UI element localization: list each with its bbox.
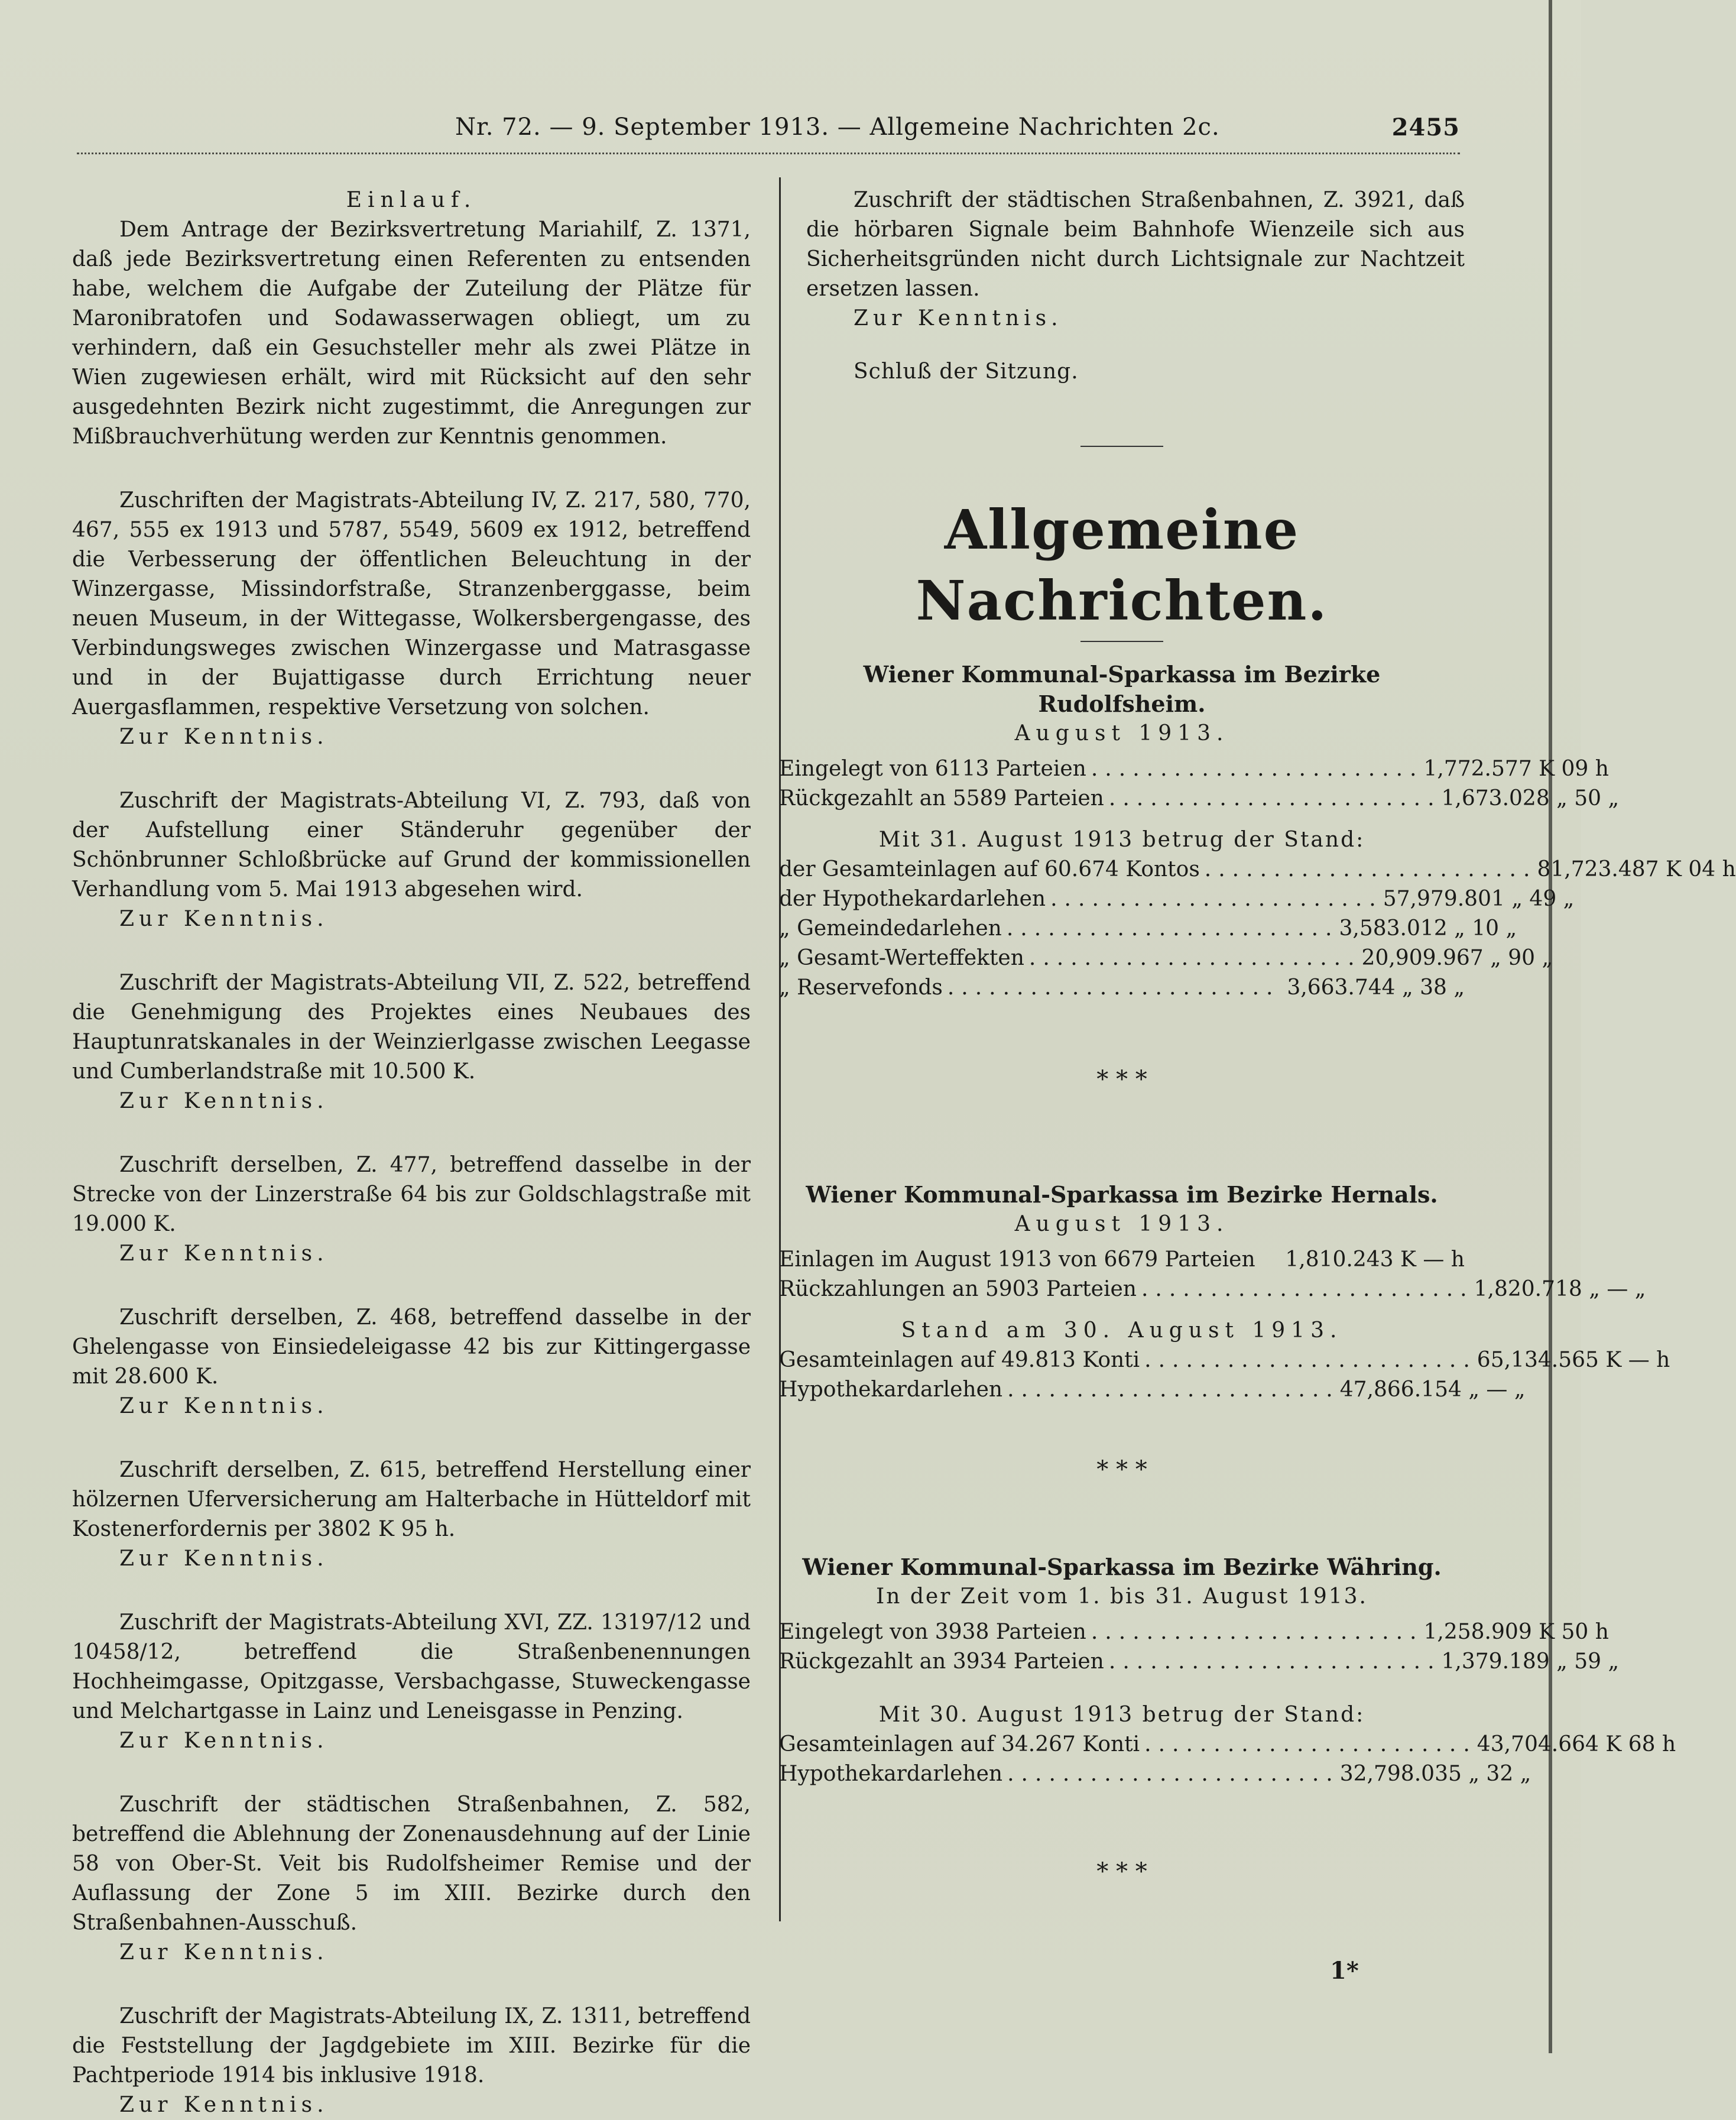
spacer <box>779 1612 1465 1617</box>
hernals-row-einlagen: Einlagen im August 1913 von 6679 Parteien 1,810.243 K — h <box>779 1247 1465 1272</box>
spacer <box>779 1789 1465 1860</box>
rudolfsheim-row-eingelegt: Eingelegt von 6113 Parteien ........................ 1,772.577 K 09 h <box>779 757 1609 781</box>
paragraph-staenderuhr: Zuschrift der Magistrats-Abteilung VI, Z. 793, daß von der Aufstellung einer Ständeruhr gegenüber der Schönbrunner Schloßbrücke auf Grund der kommissionellen Verhandlung vom 5. Mai 1913 abgesehen wird. <box>72 789 751 902</box>
header-rule <box>77 153 1460 159</box>
kenntnis-label: Zur Kenntnis. <box>119 1729 329 1753</box>
rudolfsheim-stand: Mit 31. August 1913 betrug der Stand: <box>878 828 1365 852</box>
waehring-period: In der Zeit vom 1. bis 31. August 1913. <box>875 1584 1368 1609</box>
hernals-row-hypothekar: Hypothekardarlehen ........................ 47,866.154 „ — „ <box>779 1377 1526 1402</box>
right-column <box>779 186 1736 1885</box>
kenntnis-label: Zur Kenntnis. <box>119 1940 329 1965</box>
kenntnis-label: Zur Kenntnis. <box>119 907 329 931</box>
paragraph-beleuchtung: Zuschriften der Magistrats-Abteilung IV, Z. 217, 580, 770, 467, 555 ex 1913 und 5787, 5549, 5609 ex 1912, betreffend die Verbesserung der öffentlichen Beleuchtung in der Winzergasse, Missindorfstraße, Stranzenberggasse, beim neuen Museum, in der Wittegasse, Wolkersbergengasse, des Verbindungsweges zwischen Winzergasse und Matrasgasse und in der Bujattigasse durch Errichtung neuer Auergasflammen, respektive Versetzung von solchen. <box>72 488 751 719</box>
spacer <box>72 752 751 786</box>
rudolfsheim-month: August 1913. <box>1014 721 1229 745</box>
spacer <box>779 387 1465 446</box>
issue-line: Nr. 72. — 9. September 1913. — Allgemeine Nachrichten 2c. <box>455 114 1220 141</box>
hernals-heading: Wiener Kommunal-Sparkassa im Bezirke Hernals. <box>806 1181 1438 1208</box>
kenntnis-label: Zur Kenntnis. <box>119 1089 329 1113</box>
waehring-row-hypothekar: Hypothekardarlehen ........................ 32,798.035 „ 32 „ <box>779 1762 1531 1786</box>
kenntnis-label: Zur Kenntnis. <box>119 725 329 749</box>
spacer <box>779 813 1465 825</box>
spacer <box>779 1239 1465 1245</box>
kenntnis-label: Zur Kenntnis. <box>119 1547 329 1571</box>
spacer <box>779 1304 1465 1316</box>
paragraph-strassenbenennungen: Zuschrift der Magistrats-Abteilung XVI, ZZ. 13197/12 und 10458/12, betreffend die Straßenbenennungen Hochheimgasse, Opitzgasse, Versbachgasse, Stuweckengasse und Melchartgasse in Lainz und Leneisgasse in Penzing. <box>72 1610 751 1723</box>
star-separator: * * * <box>1096 1456 1147 1483</box>
paragraph-jagdgebiete: Zuschrift der Magistrats-Abteilung IX, Z. 1311, betreffend die Feststellung der Jagdgebiete im XIII. Bezirke für die Pachtperiode 1914 bis inklusive 1918. <box>72 2004 751 2087</box>
spacer <box>72 1967 751 2002</box>
spacer <box>779 1482 1465 1552</box>
rudolfsheim-row-rueckgezahlt: Rückgezahlt an 5589 Parteien ........................ 1,673.028 „ 50 „ <box>779 786 1620 811</box>
rudolfsheim-row-gesamteinlagen: der Gesamteinlagen auf 60.674 Kontos ........................ 81,723.487 K 04 h <box>779 857 1736 881</box>
kenntnis-label: Zur Kenntnis. <box>854 306 1063 330</box>
hernals-row-gesamteinlagen: Gesamteinlagen auf 49.813 Konti ........................ 65,134.565 K — h <box>779 1348 1670 1372</box>
section-title: Allgemeine Nachrichten. <box>916 498 1328 633</box>
paragraph-signale: Zuschrift der städtischen Straßenbahnen, Z. 3921, daß die hörbaren Signale beim Bahnhofe Wienzeile sich aus Sicherheitsgründen nicht durch Lichtsignale zur Nachtzeit ersetzen lassen. <box>806 188 1465 301</box>
rudolfsheim-row-hypothekar: der Hypothekardarlehen ........................ 57,979.801 „ 49 „ <box>779 887 1575 911</box>
title-rule <box>1080 641 1163 642</box>
spacer <box>72 1756 751 1790</box>
star-separator: * * * <box>1096 1066 1147 1093</box>
rudolfsheim-row-gemeinde: „ Gemeindedarlehen ........................ 3,583.012 „ 10 „ <box>779 916 1517 941</box>
spacer <box>779 1677 1465 1700</box>
paragraph-hauptunratskanal: Zuschrift der Magistrats-Abteilung VII, Z. 522, betreffend die Genehmigung des Projektes eines Neubaues des Hauptunratskanales in der Weinzierlgasse zwischen Leegasse und Cumberlandstraße mit 10.500 K. <box>72 971 751 1084</box>
kenntnis-label: Zur Kenntnis. <box>119 2093 329 2117</box>
paragraph-ghelengasse: Zuschrift derselben, Z. 468, betreffend dasselbe in der Ghelengasse von Einsiedeleigasse 42 bis zur Kittingergasse mit 28.600 K. <box>72 1305 751 1389</box>
rudolfsheim-row-werteffekten: „ Gesamt-Werteffekten ........................ 20,909.967 „ 90 „ <box>779 946 1553 970</box>
spacer <box>72 1574 751 1608</box>
right-intro <box>779 186 1465 387</box>
kenntnis-label: Zur Kenntnis. <box>119 1241 329 1266</box>
spacer <box>72 452 751 486</box>
page-number: 2455 <box>1391 114 1460 141</box>
paragraph-zonenausdehnung: Zuschrift der städtischen Straßenbahnen, Z. 582, betreffend die Ablehnung der Zonenausdehnung auf der Linie 58 von Ober-St. Veit bis Rudolfsheimer Remise und der Auflassung der Zone 5 im XIII. Bezirke durch den Straßenbahnen-Ausschuß. <box>72 1792 751 1935</box>
einlauf-heading: Einlauf. <box>346 188 477 212</box>
spacer <box>72 1269 751 1303</box>
waehring-section <box>779 1552 1676 1789</box>
hernals-row-rueckzahlungen: Rückzahlungen an 5903 Parteien ........................ 1,820.718 „ — „ <box>779 1277 1646 1301</box>
waehring-row-gesamteinlagen: Gesamteinlagen auf 34.267 Konti ........................ 43,704.664 K 68 h <box>779 1732 1676 1756</box>
spacer <box>779 1405 1465 1458</box>
waehring-stand: Mit 30. August 1913 betrug der Stand: <box>878 1703 1365 1727</box>
waehring-row-eingelegt: Eingelegt von 3938 Parteien ........................ 1,258.909 K 50 h <box>779 1620 1609 1644</box>
page-header <box>77 114 1460 149</box>
hernals-stand: Stand am 30. August 1913. <box>901 1318 1343 1343</box>
kenntnis-label: Zur Kenntnis. <box>119 1394 329 1418</box>
waehring-heading: Wiener Kommunal-Sparkassa im Bezirke Währing. <box>802 1554 1442 1580</box>
hernals-section <box>779 1180 1670 1405</box>
rudolfsheim-row-reservefonds: „ Reservefonds ........................ 3,663.744 „ 38 „ <box>779 975 1465 1000</box>
left-column <box>72 186 751 2120</box>
schluss-der-sitzung: Schluß der Sitzung. <box>854 359 1079 384</box>
spacer <box>806 333 1465 357</box>
spacer <box>779 1003 1465 1068</box>
spacer <box>779 447 1465 494</box>
spacer <box>72 1421 751 1456</box>
waehring-row-rueckgezahlt: Rückgezahlt an 3934 Parteien ........................ 1,379.189 „ 59 „ <box>779 1649 1620 1674</box>
spacer <box>72 934 751 968</box>
rudolfsheim-heading: Wiener Kommunal-Sparkassa im Bezirke Rudolfsheim. <box>863 661 1381 717</box>
paragraph-mariahilf: Dem Antrage der Bezirksvertretung Mariahilf, Z. 1371, daß jede Bezirksvertretung einen Referenten zu entsenden habe, welchem die Aufgabe der Zuteilung der Plätze für Maronibratofen und Sodawasserwagen obliegt, um zu verhindern, daß ein Gesuchsteller mehr als zwei Plätze in Wien zugewiesen erhält, wird mit Rücksicht auf den sehr ausgedehnten Bezirk nicht zugestimmt, die Anregungen zur Mißbrauchverhütung werden zur Kenntnis genommen. <box>72 218 751 449</box>
hernals-month: August 1913. <box>1014 1212 1229 1236</box>
paragraph-linzerstrasse: Zuschrift derselben, Z. 477, betreffend dasselbe in der Strecke von der Linzerstraße 64 bis zur Goldschlagstraße mit 19.000 K. <box>72 1153 751 1236</box>
rudolfsheim-section <box>779 660 1736 1003</box>
signature-mark: 1* <box>1330 1957 1359 1985</box>
star-separator: * * * <box>1096 1858 1147 1885</box>
paragraph-uferversicherung: Zuschrift derselben, Z. 615, betreffend Herstellung einer hölzernen Uferversicherung am Halterbache in Hütteldorf mit Kostenerfordernis per 3802 K 95 h. <box>72 1458 751 1541</box>
spacer <box>779 1091 1465 1180</box>
spacer <box>72 1116 751 1150</box>
spacer <box>779 748 1465 754</box>
